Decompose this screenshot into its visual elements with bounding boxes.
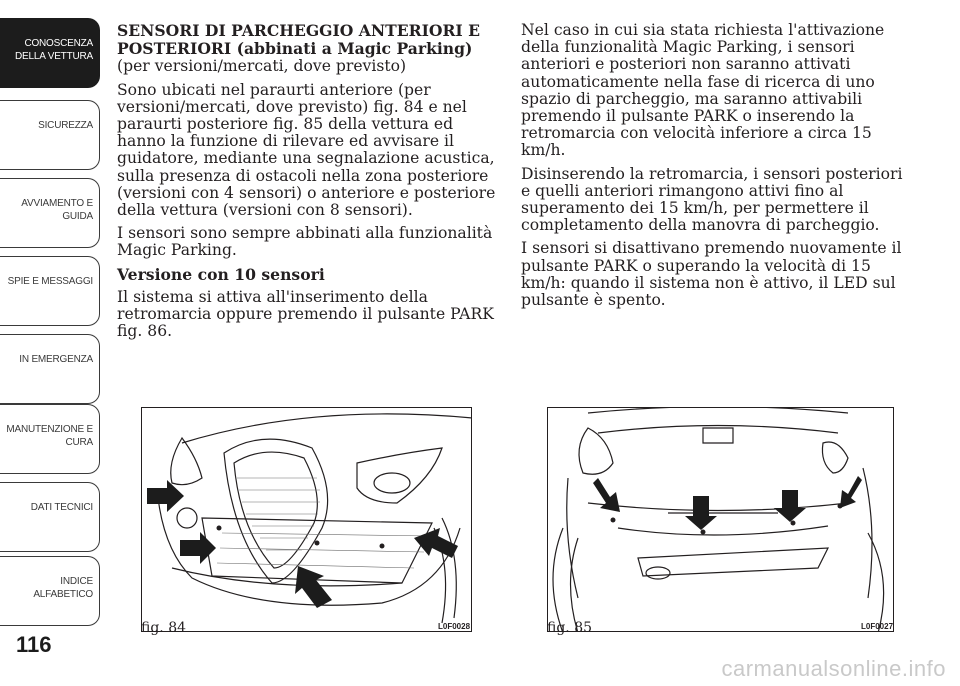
figure-rear-bumper <box>547 407 894 632</box>
paragraph: I sensori sono sempre abbinati alla funzionalità Magic Parking. <box>117 224 493 260</box>
left-column <box>117 22 497 346</box>
section-title: Versione con 10 sensori <box>117 264 325 284</box>
figure-code: L0F0028 <box>438 622 471 631</box>
figure-code: L0F0027 <box>861 622 894 631</box>
paragraph: I sensori si disattivano premendo nuovamente il pulsante PARK o superando la velocità di 15 km/h: quando il sistema non è attivo, il LED sul pulsante è spento. <box>521 239 902 310</box>
tab-avviamento-e-guida[interactable]: AVVIAMENTO E GUIDA <box>0 178 100 248</box>
tab-in-emergenza[interactable]: IN EMERGENZA <box>0 334 100 404</box>
rear-bumper-illustration <box>548 408 894 632</box>
tab-sicurezza[interactable]: SICUREZZA <box>0 100 100 170</box>
arrow-icon <box>180 532 216 564</box>
section-heading: SENSORI DI PARCHEGGIO ANTERIORI E POSTERIORI (abbinati a Magic Parking) <box>117 21 481 59</box>
section-subheading: (per versioni/mercati, dove previsto) <box>117 57 407 76</box>
tab-dati-tecnici[interactable]: DATI TECNICI <box>0 482 100 552</box>
arrow-icon <box>840 476 862 508</box>
arrow-icon <box>774 490 806 522</box>
arrow-icon <box>414 528 458 558</box>
arrow-icon <box>593 478 620 512</box>
paragraph: Disinserendo la retromarcia, i sensori posteriori e quelli anteriori rimangono attivi fino al superamento dei 15 km/h, per permettere il completamento della manovra di parcheggio. <box>521 164 903 235</box>
watermark: carmanualsonline.info <box>721 656 946 681</box>
page-number: 116 <box>16 632 52 657</box>
front-bumper-illustration <box>142 408 472 632</box>
tab-indice-alfabetico[interactable]: INDICE ALFABETICO <box>0 556 100 626</box>
right-column <box>521 22 906 315</box>
arrow-icon <box>295 566 332 608</box>
tab-conoscenza-della-vettura[interactable]: CONOSCENZA DELLA VETTURA <box>0 18 100 88</box>
figure-caption: fig. 85 <box>547 620 593 636</box>
tab-spie-e-messaggi[interactable]: SPIE E MESSAGGI <box>0 256 100 326</box>
figure-front-bumper <box>141 407 472 632</box>
figure-caption: fig. 84 <box>141 620 187 636</box>
tab-manutenzione-e-cura[interactable]: MANUTENZIONE E CURA <box>0 404 100 474</box>
paragraph: Sono ubicati nel paraurti anteriore (per versioni/mercati, dove previsto) fig. 84 e nel paraurti posteriore fig. 85 della vettura ed hanno la funzione di rilevare ed avvisare il guidatore, mediante una segnalazione acustica, sulla presenza di ostacoli nella zona posteriore (versioni con 4 sensori) o anteriore e posteriore della vettura (versioni con 8 sensori). <box>117 80 496 220</box>
paragraph: Nel caso in cui sia stata richiesta l'attivazione della funzionalità Magic Parking, i sensori anteriori e posteriori non saranno attivati automaticamente nella fase di ricerca di uno spazio di parcheggio, ma saranno attivabili premendo il pulsante PARK o inserendo la retromarcia con velocità inferiore a circa 15 km/h. <box>521 21 885 160</box>
paragraph: Il sistema si attiva all'inserimento della retromarcia oppure premendo il pulsante PARK fig. 86. <box>117 287 494 341</box>
